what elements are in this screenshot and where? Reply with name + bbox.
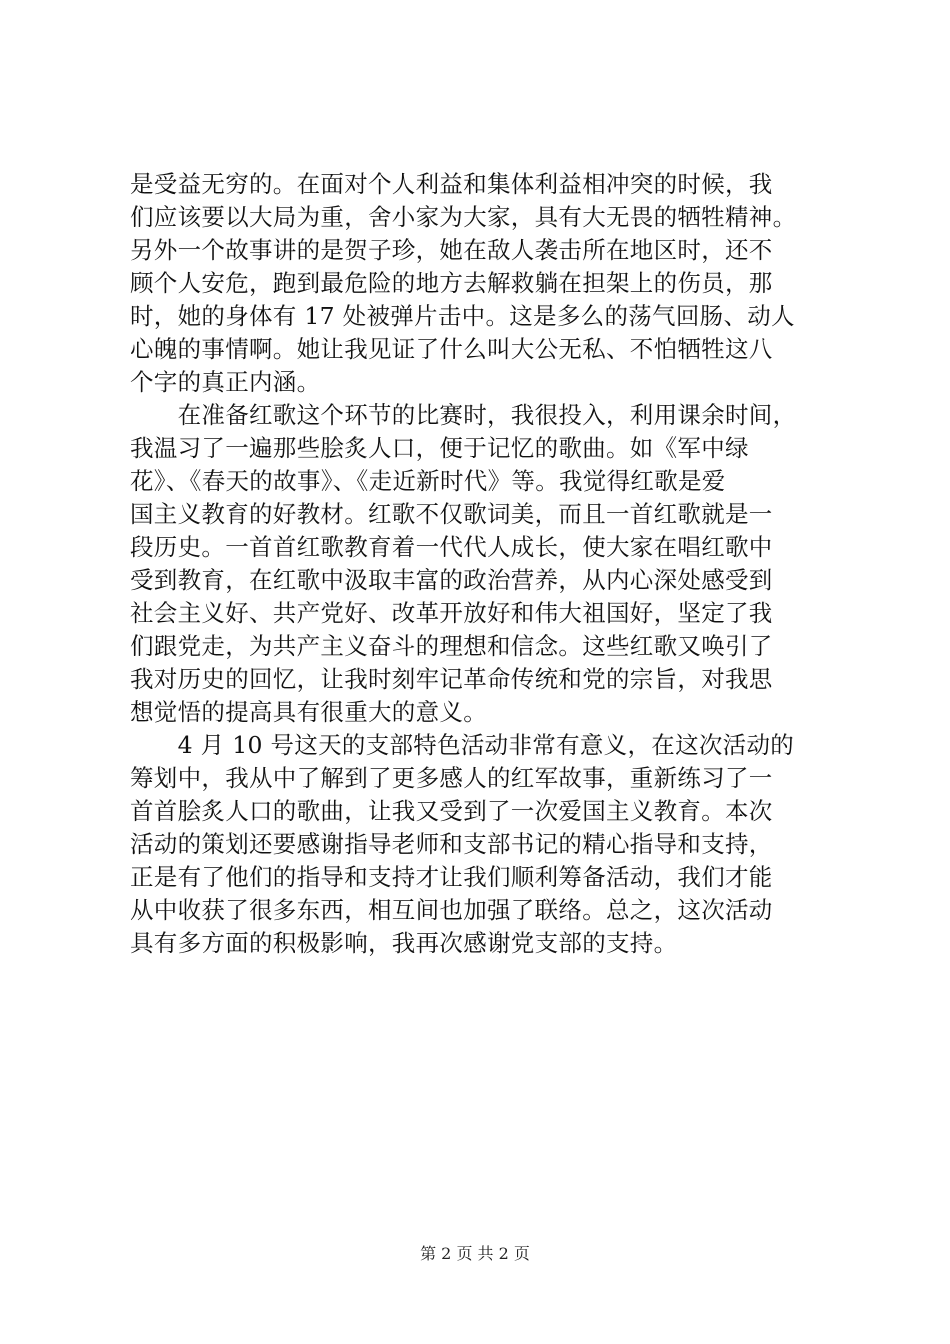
page-number-label: 第 2 页 共 2 页 xyxy=(420,1244,530,1263)
text-line: 们跟党走，为共产主义奋斗的理想和信念。这些红歌又唤引了 xyxy=(130,632,773,660)
body-text xyxy=(130,168,850,960)
text-line: 时，她的身体有 17 处被弹片击中。这是多么的荡气回肠、动人 xyxy=(130,302,795,330)
text-line: 正是有了他们的指导和支持才让我们顺利筹备活动，我们才能 xyxy=(130,863,773,891)
paragraph-start-line: 4 月 10 号这天的支部特色活动非常有意义，在这次活动的 xyxy=(130,731,795,759)
text-line: 社会主义好、共产党好、改革开放好和伟大祖国好，坚定了我 xyxy=(130,599,773,627)
text-line: 受到教育，在红歌中汲取丰富的政治营养，从内心深处感受到 xyxy=(130,566,773,594)
text-line: 筹划中，我从中了解到了更多感人的红军故事，重新练习了一 xyxy=(130,764,773,792)
text-line: 想觉悟的提高具有很重大的意义。 xyxy=(130,698,487,726)
text-line: 首首脍炙人口的歌曲，让我又受到了一次爱国主义教育。本次 xyxy=(130,797,773,825)
text-line: 是受益无穷的。在面对个人利益和集体利益相冲突的时候，我 xyxy=(130,170,773,198)
text-line: 个字的真正内涵。 xyxy=(130,368,321,396)
text-line: 段历史。一首首红歌教育着一代代人成长，使大家在唱红歌中 xyxy=(130,533,773,561)
text-line: 从中收获了很多东西，相互间也加强了联络。总之，这次活动 xyxy=(130,896,773,924)
text-line: 心魄的事情啊。她让我见证了什么叫大公无私、不怕牺牲这八 xyxy=(130,335,773,363)
text-line: 花》、《春天的故事》、《走近新时代》等。我觉得红歌是爱 xyxy=(130,467,726,495)
text-line: 国主义教育的好教材。红歌不仅歌词美，而且一首红歌就是一 xyxy=(130,500,773,528)
text-line: 具有多方面的积极影响，我再次感谢党支部的支持。 xyxy=(130,929,678,957)
text-line: 们应该要以大局为重，舍小家为大家，具有大无畏的牺牲精神。 xyxy=(130,203,797,231)
text-line: 我对历史的回忆，让我时刻牢记革命传统和党的宗旨，对我思 xyxy=(130,665,773,693)
text-line: 另外一个故事讲的是贺子珍，她在敌人袭击所在地区时，还不 xyxy=(130,236,773,264)
text-line: 我温习了一遍那些脍炙人口，便于记忆的歌曲。如《军中绿 xyxy=(130,434,749,462)
paragraph-start-line: 在准备红歌这个环节的比赛时，我很投入，利用课余时间， xyxy=(130,401,797,429)
page-footer xyxy=(0,1243,950,1265)
text-line: 活动的策划还要感谢指导老师和支部书记的精心指导和支持， xyxy=(130,830,773,858)
text-line: 顾个人安危，跑到最危险的地方去解救躺在担架上的伤员，那 xyxy=(130,269,773,297)
